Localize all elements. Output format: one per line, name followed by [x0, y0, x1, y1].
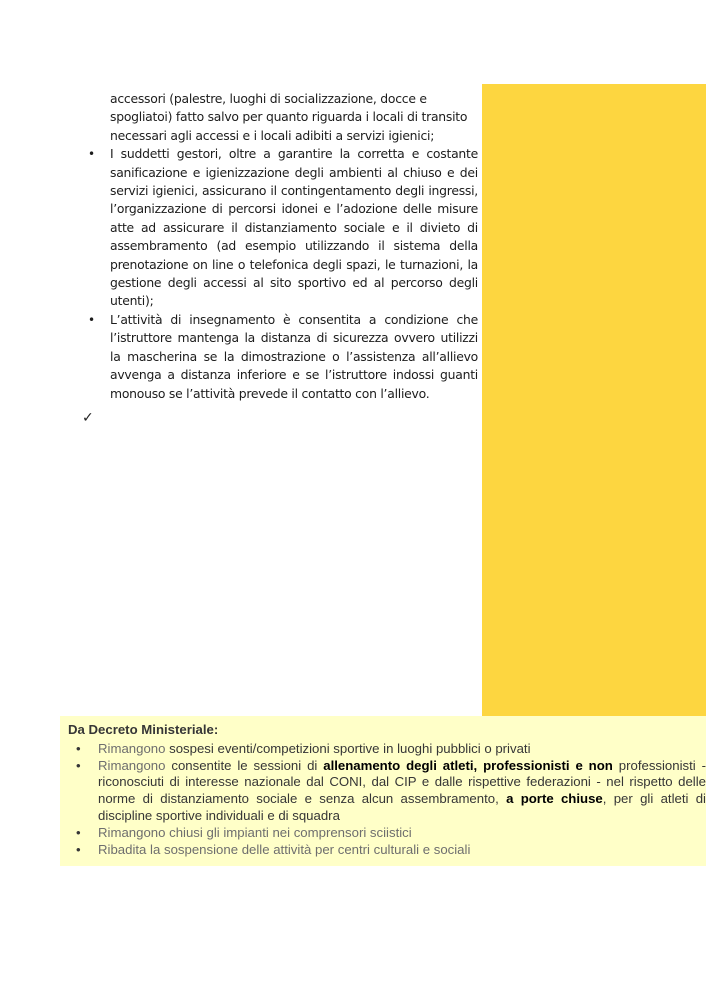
- list-item-text: L’attività di insegnamento è consentita a condizione che l’istruttore mantenga la distanza di sicurezza ovvero utilizzi la mascherina se la dimostrazione o l’assistenza all’allievo avvenga a distanza inferiore e se l’istruttore indossi guanti monouso se l’attività prevede il contatto con l’allievo.: [110, 311, 478, 401]
- decree-section: [68, 722, 706, 858]
- decree-title: Da Decreto Ministeriale:: [68, 722, 219, 737]
- list-item: [68, 825, 706, 842]
- bullet-icon: •: [88, 147, 95, 162]
- decree-item-text: sospesi eventi/competizioni sportive in luoghi pubblici o privati: [165, 740, 531, 756]
- list-item: [68, 758, 706, 825]
- decree-item-lead: Rimangono: [98, 740, 166, 756]
- list-item: [82, 145, 478, 311]
- decree-item-text: , per gli atleti di discipline sportive individuali e di squadra: [98, 791, 706, 823]
- list-item: [68, 842, 706, 859]
- yellow-sidebar-block: [482, 84, 706, 716]
- bullet-icon: •: [76, 740, 81, 756]
- list-item: [68, 741, 706, 758]
- bullet-icon: •: [76, 824, 81, 840]
- bullet-icon: •: [76, 757, 81, 773]
- decree-item-text: consentite le sessioni di: [165, 757, 324, 773]
- bullet-icon: •: [76, 841, 81, 857]
- decree-item-bold: a porte chiuse: [506, 791, 603, 807]
- decree-item-text: Rimangono chiusi gli impianti nei comprensori sciistici: [98, 824, 412, 840]
- decree-item-text: professionisti -riconosciuti di interesse nazionale dal CONI, dal CIP e dalle rispettive federazioni - nel rispetto delle norme di distanziamento sociale e senza alcun assembramento,: [98, 757, 706, 807]
- bullet-icon: •: [88, 312, 95, 327]
- decree-item-lead: Rimangono: [98, 757, 166, 773]
- checkmark-icon: ✓: [82, 410, 94, 426]
- decree-item-text: Ribadita la sospensione delle attività per centri culturali e sociali: [98, 841, 471, 857]
- main-text-column: [82, 90, 478, 403]
- decree-item-bold: allenamento degli atleti, professionisti e non: [323, 757, 613, 773]
- main-bullet-list: [82, 145, 478, 403]
- list-item: [82, 311, 478, 403]
- decree-list: [68, 741, 706, 859]
- list-item-text: I suddetti gestori, oltre a garantire la corretta e costante sanificazione e igienizzazione degli ambienti al chiuso e dei servizi igienici, assicurano il contingentamento degli ingressi, l’organizzazione di percorsi idonei e l’adozione delle misure atte ad assicurare il distanziamento sociale e il divieto di assembramento (ad esempio utilizzando il sistema della prenotazione on line o telefonica degli spazi, le turnazioni, la gestione degli accessi al sito sportivo ed al percorso degli utenti);: [110, 146, 478, 309]
- continuation-paragraph: accessori (palestre, luoghi di socializzazione, docce e spogliatoi) fatto salvo per quanto riguarda i locali di transito necessari agli accessi e i locali adibiti a servizi igienici;: [110, 91, 468, 143]
